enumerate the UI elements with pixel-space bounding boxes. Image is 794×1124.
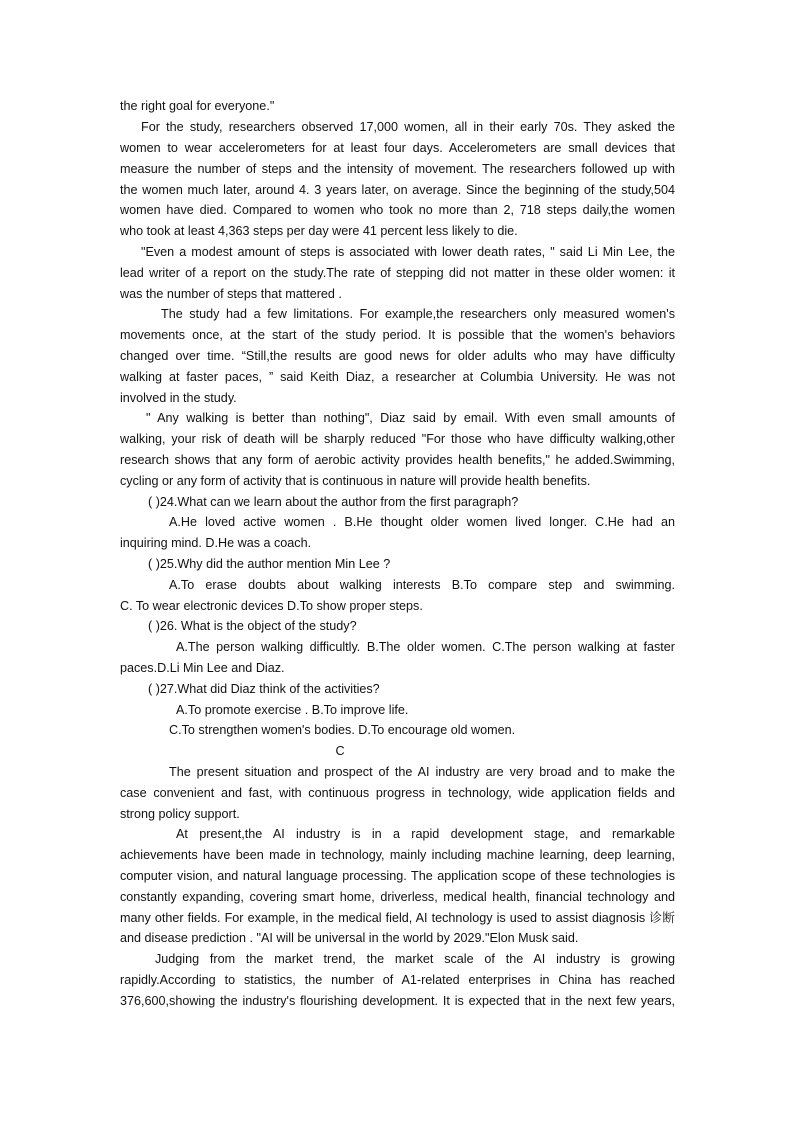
text-line: case convenient and fast, with continuous progress in technology, wide application fields and [120,786,675,800]
question-24: ( )24.What can we learn about the author from the first paragraph? [148,495,519,509]
text-line: computer vision, and natural language processing. The application scope of these technologies is [120,869,675,883]
text-line: the women much later, around 4. 3 years later, on average. Since the beginning of the study,504 [120,183,675,197]
question-25-options: C. To wear electronic devices D.To show proper steps. [120,599,423,613]
text-line: lead writer of a report on the study.The rate of stepping did not matter in these older women: it [120,266,675,280]
text-line: At present,the AI industry is in a rapid development stage, and remarkable [176,827,675,841]
text-line: women have died. Compared to women who took no more than 2, 718 steps daily,the women [120,203,675,217]
text-line: who took at least 4,363 steps per day were 41 percent less likely to die. [120,224,518,238]
text-line: was the number of steps that mattered . [120,287,342,301]
text-line: For the study, researchers observed 17,000 women, all in their early 70s. They asked the [141,120,675,134]
text-line: measure the number of steps and the intensity of movement. The researchers followed up with [120,162,675,176]
question-26-options: A.The person walking difficultly. B.The older women. C.The person walking at faster [176,640,675,654]
text-line: the right goal for everyone." [120,99,275,113]
text-line: changed over time. “Still,the results are good news for older adults who may have difficulty [120,349,675,363]
text-line: "Even a modest amount of steps is associated with lower death rates, " said Li Min Lee, the [141,245,675,259]
text-line: cycling or any form of activity that is continuous in nature will provide health benefits. [120,474,591,488]
text-line: many other fields. For example, in the medical field, AI technology is used to assist diagnosis 诊断 [120,911,675,925]
text-line: women to wear accelerometers for at least four days. Accelerometers are small devices that [120,141,675,155]
question-26: ( )26. What is the object of the study? [148,619,357,633]
text-line: movements once, at the start of the study period. It is possible that the women's behaviors [120,328,675,342]
text-line: The present situation and prospect of the AI industry are very broad and to make the [169,765,675,779]
text-line: involved in the study. [120,391,237,405]
question-25-options: A.To erase doubts about walking interests B.To compare step and swimming. [169,578,675,592]
text-line: Judging from the market trend, the market scale of the AI industry is growing [155,952,675,966]
question-24-options: A.He loved active women . B.He thought older women lived longer. C.He had an [169,515,675,529]
question-27-options: C.To strengthen women's bodies. D.To encourage old women. [169,723,516,737]
question-25: ( )25.Why did the author mention Min Lee ? [148,557,391,571]
text-line: and disease prediction . "AI will be universal in the world by 2029."Elon Musk said. [120,931,579,945]
text-line: walking, your risk of death will be sharply reduced "For those who have difficulty walking,other [120,432,675,446]
question-26-options: paces.D.Li Min Lee and Diaz. [120,661,285,675]
text-line: rapidly.According to statistics, the number of A1-related enterprises in China has reached [120,973,675,987]
text-line: strong policy support. [120,807,240,821]
section-heading: C [335,744,345,758]
text-line: The study had a few limitations. For example,the researchers only measured women's [161,307,675,321]
text-line: " Any walking is better than nothing", Diaz said by email. With even small amounts of [146,411,675,425]
text-line: 376,600,showing the industry's flourishing development. It is expected that in the next few years, [120,994,675,1008]
question-24-options: inquiring mind. D.He was a coach. [120,536,312,550]
text-line: constantly expanding, covering smart home, driverless, medical health, financial technology and [120,890,675,904]
question-27-options: A.To promote exercise . B.To improve life. [176,703,409,717]
question-27: ( )27.What did Diaz think of the activities? [148,682,380,696]
text-line: research shows that any form of aerobic activity provides health benefits," he added.Swimming, [120,453,675,467]
text-line: achievements have been made in technology, mainly including machine learning, deep learning, [120,848,675,862]
text-line: walking at faster paces, ” said Keith Diaz, a researcher at Columbia University. He was not [120,370,675,384]
